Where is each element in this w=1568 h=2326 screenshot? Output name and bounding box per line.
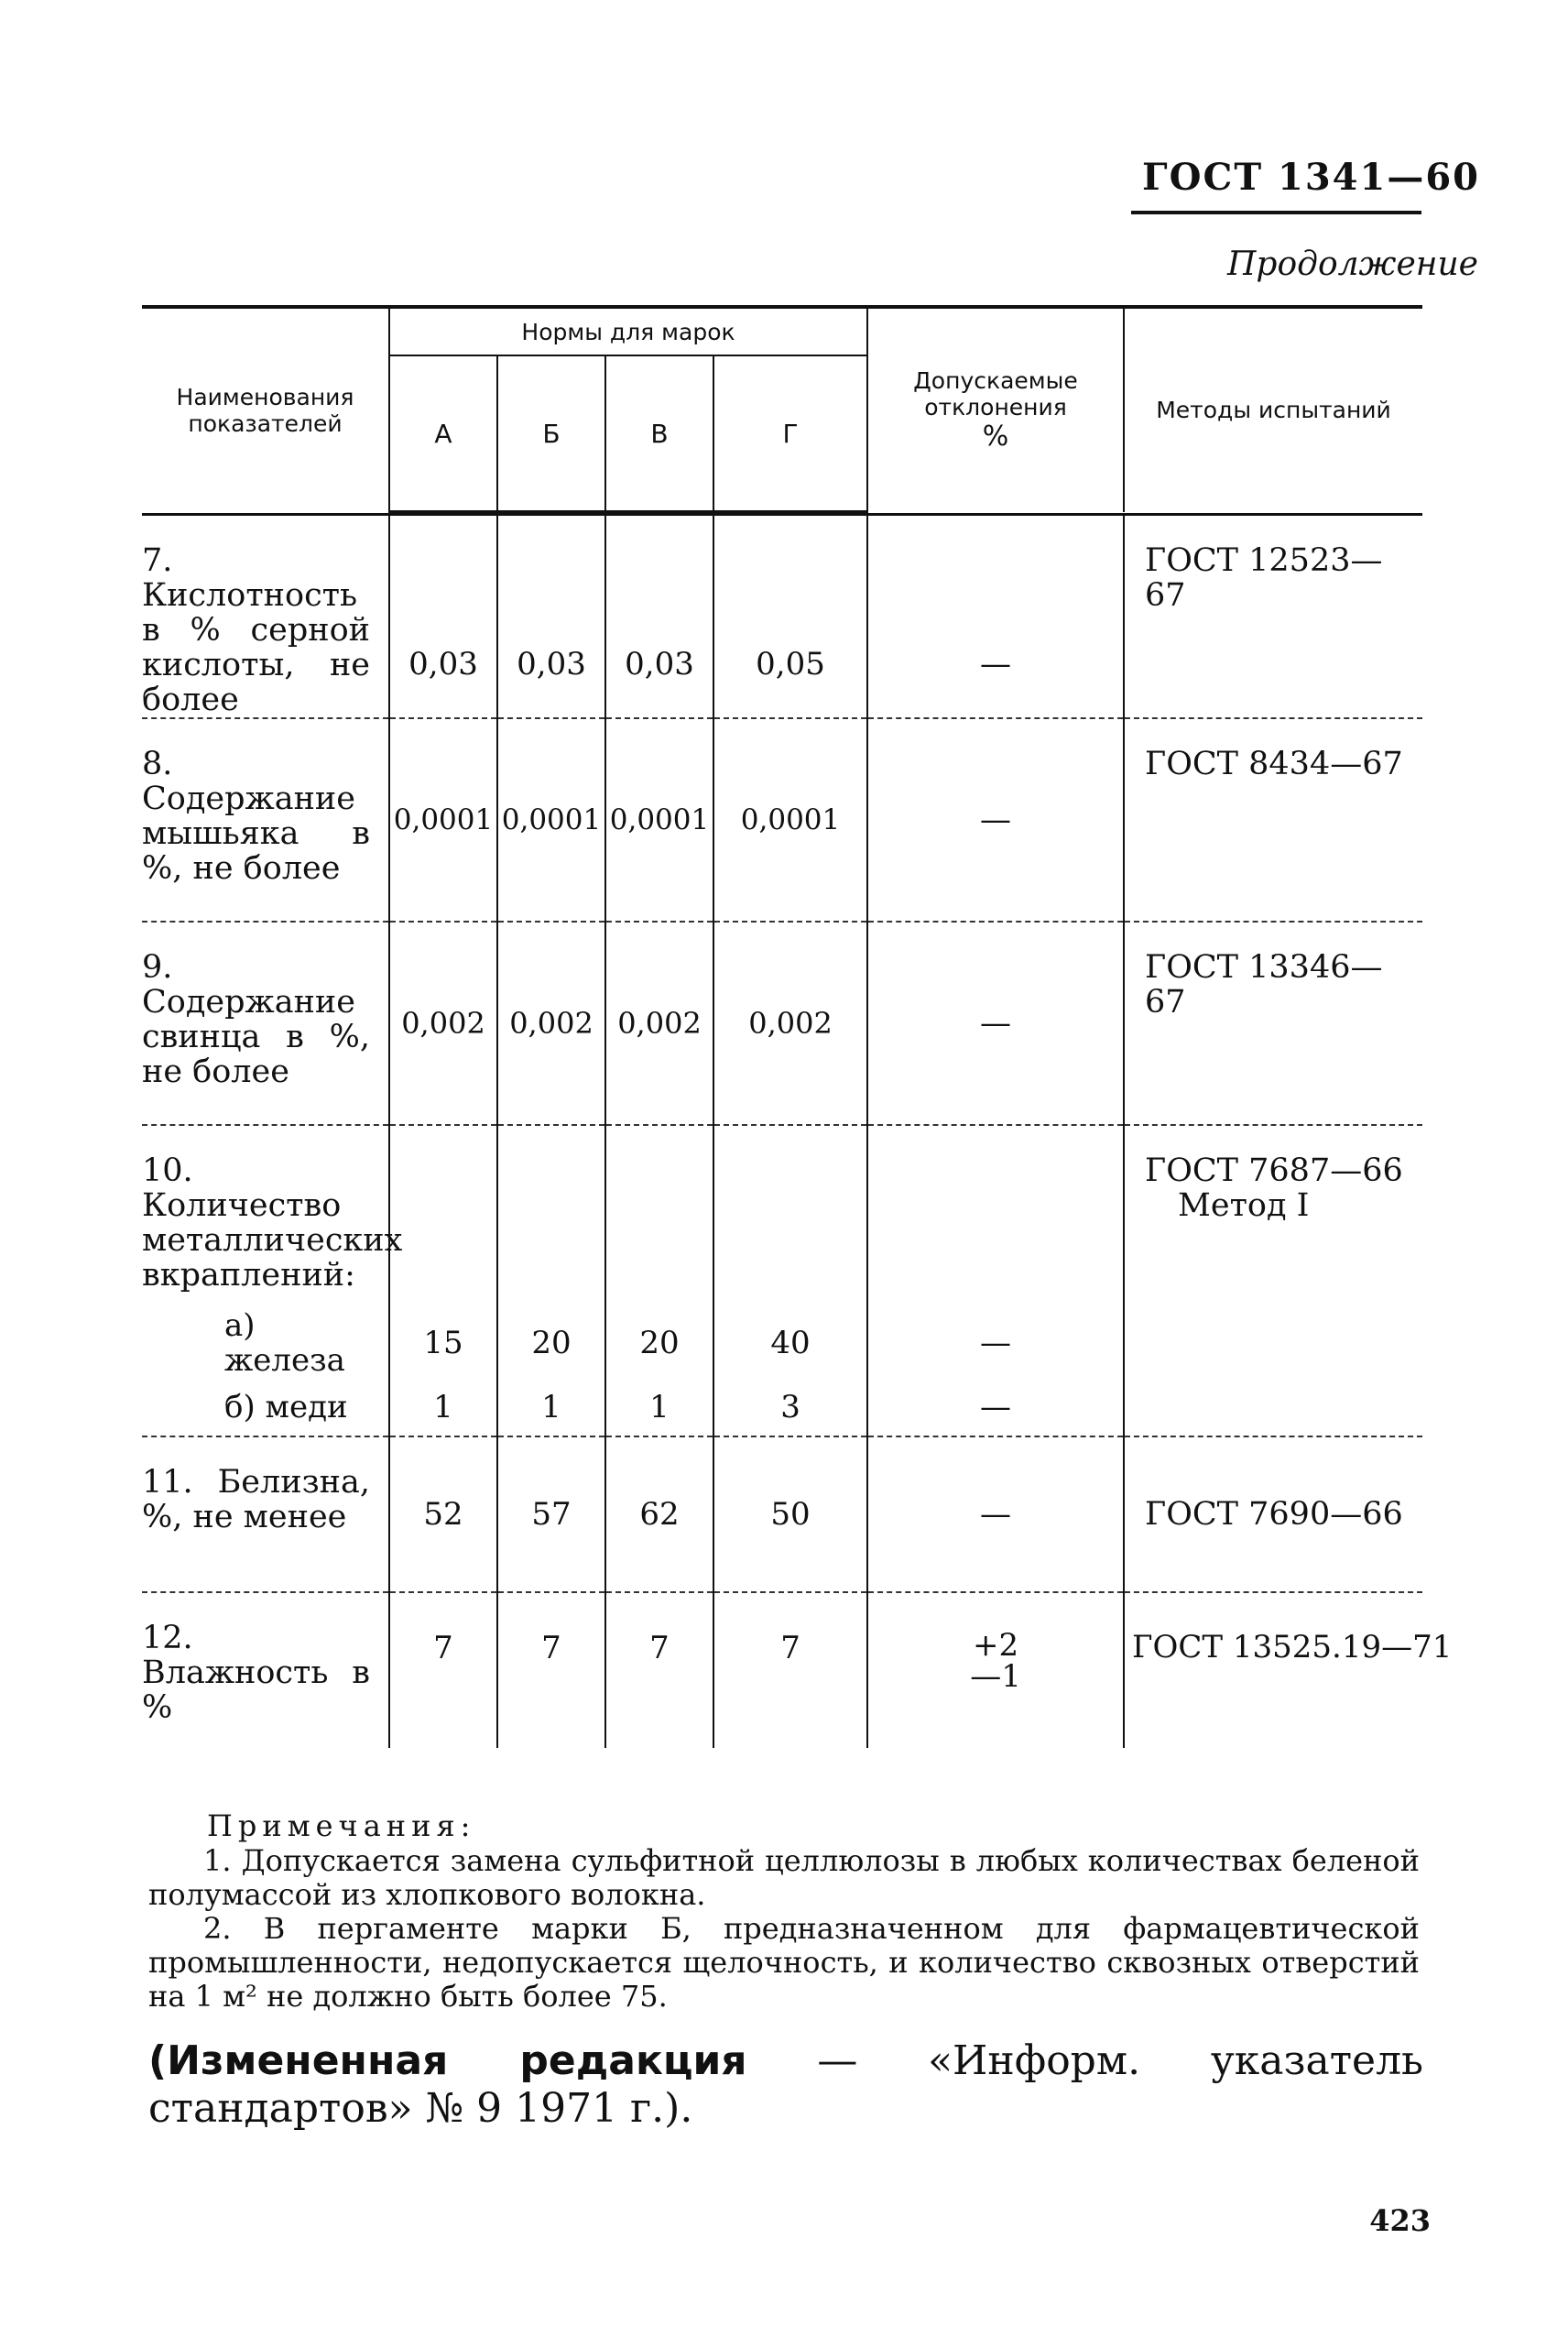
value-cell: 57 xyxy=(497,1436,605,1592)
method-sub-text: Метод I xyxy=(1178,1187,1310,1224)
note-1: 1. Допускается замена сульфитной целлюлозы в любых количествах беленой полумассой из хлопкового волокна. xyxy=(148,1843,1420,1912)
value-cell xyxy=(497,1125,605,1308)
value-cell: 0,002 xyxy=(713,922,867,1125)
value-cell: 0,0001 xyxy=(605,718,713,922)
col-header-tolerance: Допускаемые отклонения % xyxy=(867,307,1124,512)
method-cell: ГОСТ 13346—67 xyxy=(1124,922,1422,1125)
value-cell xyxy=(713,1125,867,1308)
value-cell: 7 xyxy=(713,1592,867,1748)
table-row xyxy=(142,1436,1422,1592)
table-row xyxy=(142,718,1422,922)
value-cell: 40 xyxy=(713,1308,867,1378)
value-cell: 7 xyxy=(497,1592,605,1748)
method-cell: ГОСТ 7690—66 xyxy=(1124,1436,1422,1592)
row-name: 10. Количество металлических вкраплений: xyxy=(142,1152,403,1294)
tolerance-minus: —1 xyxy=(970,1658,1021,1695)
header-rule xyxy=(1131,211,1421,214)
notes-heading: Примечания: xyxy=(207,1808,476,1843)
document-code: ГОСТ 1341—60 xyxy=(1142,156,1480,199)
grade-b: Б xyxy=(497,355,605,512)
value-cell: 20 xyxy=(497,1308,605,1378)
tolerance-cell: — xyxy=(867,515,1124,719)
tolerance-cell xyxy=(867,1592,1124,1748)
value-cell: 0,002 xyxy=(497,922,605,1125)
method-cell xyxy=(1124,1125,1422,1436)
value-cell: 0,0001 xyxy=(713,718,867,922)
row-name: 7. Кислотность в % серной кислоты, не более xyxy=(142,515,389,719)
value-cell: 0,03 xyxy=(605,515,713,719)
grade-g: Г xyxy=(713,355,867,512)
table-row xyxy=(142,1592,1422,1748)
value-cell: 0,03 xyxy=(497,515,605,719)
value-cell: 0,0001 xyxy=(497,718,605,922)
value-cell xyxy=(605,1125,713,1308)
page-number: 423 xyxy=(1369,2203,1431,2238)
subrow-name: а) железа xyxy=(224,1307,345,1379)
value-cell: 62 xyxy=(605,1436,713,1592)
value-cell: 15 xyxy=(389,1308,497,1378)
value-cell: 0,0001 xyxy=(389,718,497,922)
table-row xyxy=(142,922,1422,1125)
tolerance-cell: — xyxy=(867,1436,1124,1592)
table-row xyxy=(142,515,1422,719)
amendment-bold: (Измененная редакция xyxy=(148,2037,747,2084)
subrow-name: б) меди xyxy=(142,1378,389,1436)
value-cell: 20 xyxy=(605,1308,713,1378)
method-cell: ГОСТ 12523—67 xyxy=(1124,515,1422,719)
amendment-note xyxy=(148,2037,1423,2133)
tolerance-cell: — xyxy=(867,718,1124,922)
row-name: 8. Содержание мышьяка в %, не более xyxy=(142,718,389,922)
row-name: 9. Содержание свинца в %, не более xyxy=(142,922,389,1125)
table-row xyxy=(142,1125,1422,1308)
row-name: 11. Белизна, %, не менее xyxy=(142,1436,389,1592)
value-cell: 0,002 xyxy=(389,922,497,1125)
continuation-label: Продолжение xyxy=(1227,246,1478,283)
amendment-rest: — «Информ. указатель стандартов» № 9 1971 г.). xyxy=(148,2037,1423,2132)
method-cell: ГОСТ 8434—67 xyxy=(1124,718,1422,922)
value-cell: 0,002 xyxy=(605,922,713,1125)
value-cell: 0,03 xyxy=(389,515,497,719)
method-cell: ГОСТ 13525.19—71 xyxy=(1124,1592,1422,1748)
value-cell: 0,05 xyxy=(713,515,867,719)
tolerance-plus: +2 xyxy=(972,1627,1019,1664)
tolerance-cell xyxy=(867,1125,1124,1308)
note-2: 2. В пергаменте марки Б, предназначенном для фармацевтической промышленности, недопускается щелочность, и количество сквозных отверстий на 1 м² не должно быть более 75. xyxy=(148,1911,1420,2014)
value-cell: 7 xyxy=(605,1592,713,1748)
tolerance-cell: — xyxy=(867,1378,1124,1436)
value-cell: 1 xyxy=(389,1378,497,1436)
value-cell xyxy=(389,1125,497,1308)
col-header-methods: Методы испытаний xyxy=(1124,307,1422,512)
col-header-name: Наименования показателей xyxy=(142,307,389,512)
value-cell: 50 xyxy=(713,1436,867,1592)
row-name: 12. Влажность в % xyxy=(142,1620,370,1726)
value-cell: 7 xyxy=(389,1592,497,1748)
value-cell: 1 xyxy=(605,1378,713,1436)
specification-table xyxy=(142,305,1453,1748)
tolerance-cell: — xyxy=(867,1308,1124,1378)
col-header-norms: Нормы для марок xyxy=(389,307,867,355)
value-cell: 3 xyxy=(713,1378,867,1436)
grade-v: В xyxy=(605,355,713,512)
method-text: ГОСТ 7687—66 xyxy=(1145,1152,1403,1189)
tolerance-cell: — xyxy=(867,922,1124,1125)
grade-a: А xyxy=(389,355,497,512)
value-cell: 52 xyxy=(389,1436,497,1592)
value-cell: 1 xyxy=(497,1378,605,1436)
